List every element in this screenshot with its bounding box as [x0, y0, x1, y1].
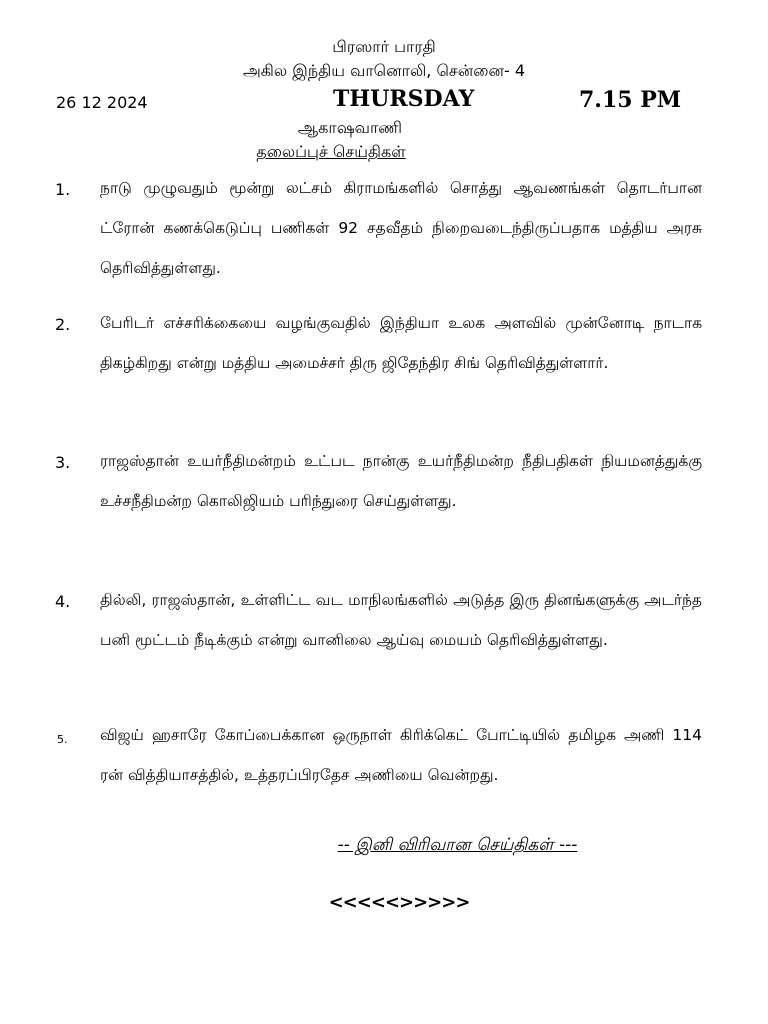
headline-text: விஜய் ஹசாரே கோப்பைக்கான ஒருநாள் கிரிக்கெட் போட்டியில் தமிழக அணி 114 ரன் வித்தியாசத்தில், உத்தரப்பிரதேச அணியை வென்றது.	[100, 726, 702, 784]
headline-text: ராஜஸ்தான் உயர்நீதிமன்றம் உட்பட நான்கு உயர்நீதிமன்ற நீதிபதிகள் நியமனத்துக்கு உச்சநீதிமன்ற கொலிஜியம் பரிந்துரை செய்துள்ளது.	[100, 452, 702, 510]
headline-text: தில்லி, ராஜஸ்தான், உள்ளிட்ட வட மாநிலங்களில் அடுத்த இரு தினங்களுக்கு அடர்ந்த பனி மூட்டம் நீடிக்கும் என்று வானிலை ஆய்வு மையம் தெரிவித்துள்ளது.	[100, 591, 702, 649]
bulletin-time: 7.15 PM	[579, 87, 682, 113]
section-title-text: தலைப்புச் செய்திகள்	[256, 142, 406, 161]
bulletin-day: THURSDAY	[333, 86, 475, 112]
headline-text: பேரிடர் எச்சரிக்கையை வழங்குவதில் இந்தியா உலக அளவில் முன்னோடி நாடாக திகழ்கிறது என்று மத்திய அமைச்சர் திரு ஜிதேந்திர சிங் தெரிவித்துள்ளார்.	[100, 314, 702, 372]
station-name: அகில இந்திய வானொலி, சென்னை- 4	[243, 61, 525, 80]
section-title	[0, 142, 662, 163]
bulletin-date: 26 12 2024	[56, 93, 148, 112]
headline-number: 3.	[55, 453, 71, 472]
headline-number: 2.	[55, 315, 71, 334]
headline-number: 1.	[55, 180, 71, 199]
service-name: ஆகாஷவாணி	[297, 118, 403, 137]
organization-name: பிரஸார் பாரதி	[332, 37, 436, 56]
headline-number: 5.	[57, 733, 68, 746]
headline-number: 4.	[55, 592, 71, 611]
detailed-news-note: -- இனி விரிவான செய்திகள் ---	[337, 835, 578, 855]
headline-text: நாடு முழுவதும் மூன்று லட்சம் கிராமங்களில் சொத்து ஆவணங்கள் தொடர்பான ட்ரோன் கணக்கெடுப்பு பணிகள் 92 சதவீதம் நிறைவடைந்திருப்பதாக மத்திய அரசு தெரிவித்துள்ளது.	[100, 179, 702, 277]
end-mark: <<<<<>>>>>	[328, 892, 470, 913]
